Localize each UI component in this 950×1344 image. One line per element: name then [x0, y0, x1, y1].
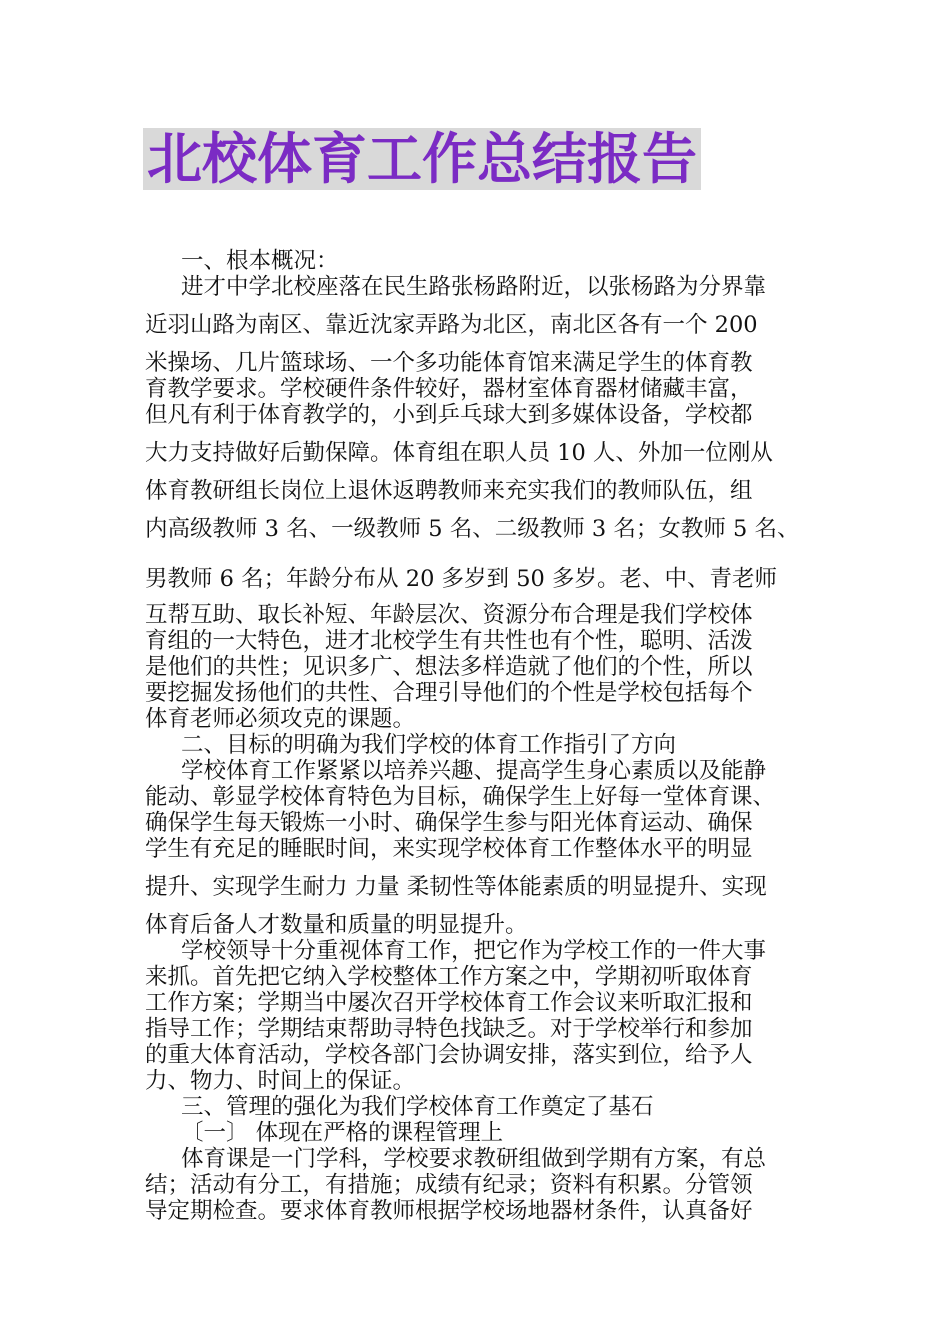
- section-heading-1: 一、根本概况：: [181, 248, 339, 274]
- paragraph-curriculum: [145, 1146, 810, 1224]
- text-line: 体育课是一门学科，学校要求教研组做到学期有方案，有总: [181, 1146, 767, 1172]
- text-line: 互帮互助、取长补短、年龄层次、资源分布合理是我们学校体: [145, 602, 753, 628]
- text-line: 大力支持做好后勤保障。体育组在职人员 10 人、外加一位刚从: [145, 440, 773, 466]
- text-line: 体育老师必须攻克的课题。: [145, 706, 416, 732]
- text-line: 提升、实现学生耐力 力量 柔韧性等体能素质的明显提升、实现: [145, 874, 767, 900]
- text-line: 学校领导十分重视体育工作，把它作为学校工作的一件大事: [181, 938, 767, 964]
- text-line: 能动、彰显学校体育特色为目标，确保学生上好每一堂体育课、: [145, 784, 776, 810]
- paragraph-goals: [145, 758, 810, 938]
- paragraph-overview: [145, 274, 810, 732]
- text-line: 男教师 6 名；年龄分布从 20 多岁到 50 多岁。老、中、青老师: [145, 566, 777, 592]
- section-heading-3: 三、管理的强化为我们学校体育工作奠定了基石: [181, 1094, 654, 1120]
- section-heading-2: 二、目标的明确为我们学校的体育工作指引了方向: [181, 732, 677, 758]
- text-line: 结；活动有分工，有措施；成绩有纪录；资料有积累。分管领: [145, 1172, 753, 1198]
- document-body: [145, 248, 810, 1224]
- text-line: 指导工作；学期结束帮助寻特色找缺乏。对于学校举行和参加: [145, 1016, 753, 1042]
- paragraph-leadership: [145, 938, 810, 1094]
- text-line: 力、物力、时间上的保证。: [145, 1068, 416, 1094]
- subsection-heading-1: 〔一〕 体现在严格的课程管理上: [181, 1120, 504, 1146]
- text-line: 体育后备人才数量和质量的明显提升。: [145, 912, 528, 938]
- text-line: 但凡有利于体育教学的，小到乒乓球大到多媒体设备，学校都: [145, 402, 753, 428]
- text-line: 确保学生每天锻炼一小时、确保学生参与阳光体育运动、确保: [145, 810, 753, 836]
- text-line: 米操场、几片篮球场、一个多功能体育馆来满足学生的体育教: [145, 350, 753, 376]
- text-line: 来抓。首先把它纳入学校整体工作方案之中，学期初听取体育: [145, 964, 753, 990]
- text-line: 体育教研组长岗位上退休返聘教师来充实我们的教师队伍，组: [145, 478, 753, 504]
- text-line: 育组的一大特色，进才北校学生有共性也有个性，聪明、活泼: [145, 628, 753, 654]
- text-line: 学生有充足的睡眠时间，来实现学校体育工作整体水平的明显: [145, 836, 753, 862]
- text-line: 导定期检查。要求体育教师根据学校场地器材条件，认真备好: [145, 1198, 753, 1224]
- document-title: 北校体育工作总结报告: [143, 128, 701, 190]
- text-line: 的重大体育活动，学校各部门会协调安排，落实到位，给予人: [145, 1042, 753, 1068]
- text-line: 育教学要求。学校硬件条件较好，器材室体育器材储藏丰富，: [145, 376, 753, 402]
- text-line: 进才中学北校座落在民生路张杨路附近，以张杨路为分界靠: [181, 274, 767, 300]
- text-line: 要挖掘发扬他们的共性、合理引导他们的个性是学校包括每个: [145, 680, 753, 706]
- text-line: 学校体育工作紧紧以培养兴趣、提高学生身心素质以及能静: [181, 758, 767, 784]
- text-line: 工作方案；学期当中屡次召开学校体育工作会议来听取汇报和: [145, 990, 753, 1016]
- text-line: 近羽山路为南区、靠近沈家弄路为北区，南北区各有一个 200: [145, 312, 758, 338]
- text-line: 内高级教师 3 名、一级教师 5 名、二级教师 3 名；女教师 5 名、: [145, 516, 800, 542]
- text-line: 是他们的共性；见识多广、想法多样造就了他们的个性，所以: [145, 654, 753, 680]
